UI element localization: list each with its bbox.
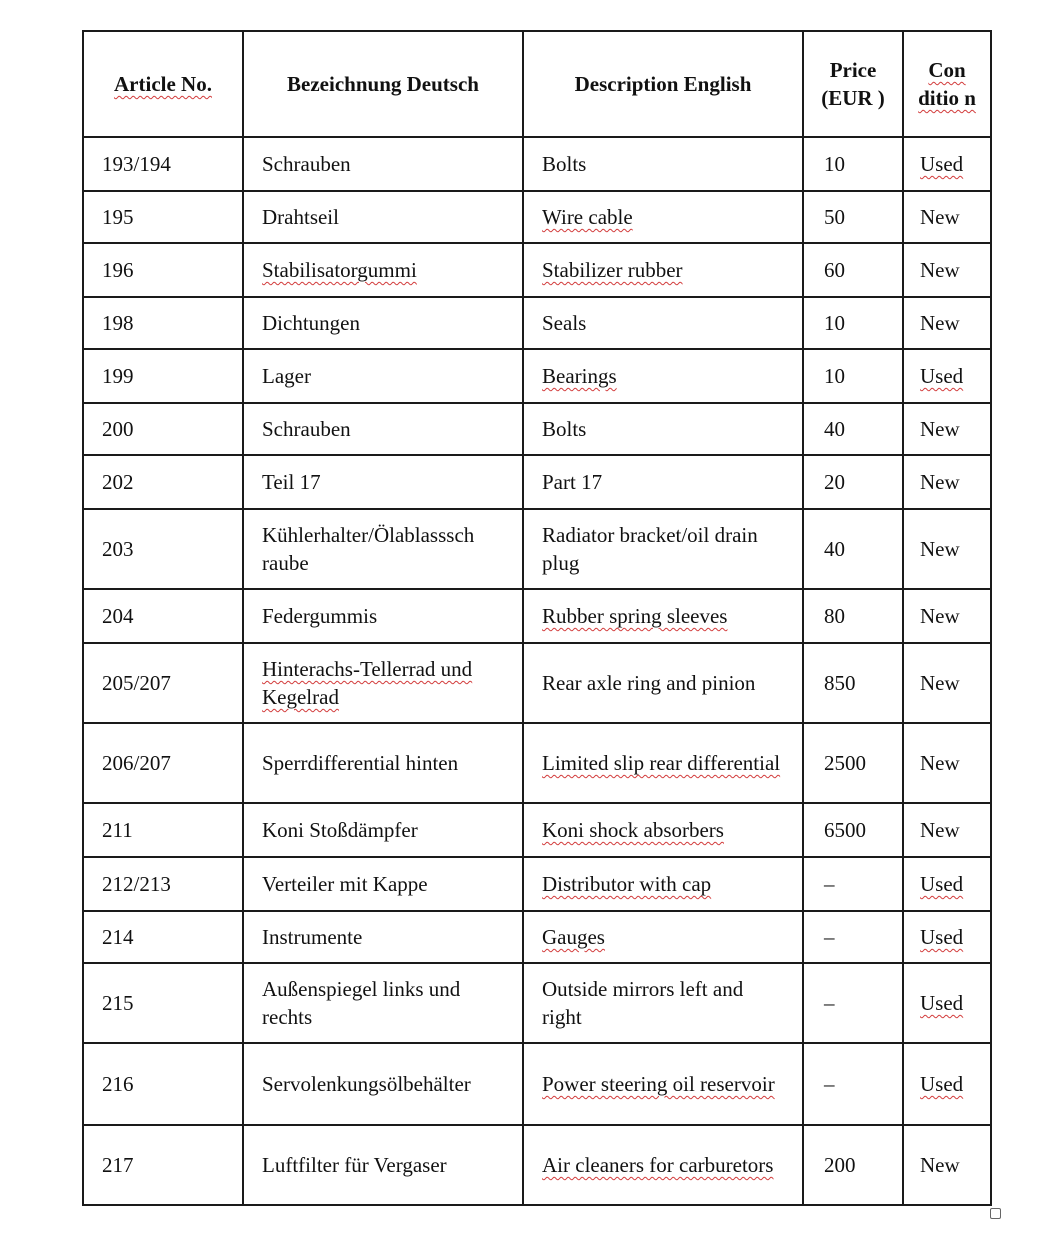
description-cell-text: Koni shock absorbers [542, 818, 724, 842]
price-cell [803, 911, 903, 963]
article-no-cell [83, 963, 243, 1043]
bezeichnung-cell [243, 1125, 523, 1205]
price-cell [803, 643, 903, 723]
description-cell-text: Seals [542, 311, 587, 335]
table-row [83, 723, 991, 803]
price-cell [803, 589, 903, 643]
description-cell [523, 1125, 803, 1205]
price-cell-text: 200 [824, 1153, 856, 1177]
condition-cell [903, 137, 991, 191]
price-cell-text: 40 [824, 417, 845, 441]
article-no-cell-text: 195 [102, 205, 134, 229]
table-row [83, 589, 991, 643]
description-cell [523, 509, 803, 589]
header-description: Description English [523, 31, 803, 137]
bezeichnung-cell [243, 137, 523, 191]
condition-cell-text: New [920, 537, 960, 561]
condition-cell [903, 349, 991, 403]
bezeichnung-cell [243, 403, 523, 455]
article-no-cell [83, 911, 243, 963]
condition-cell [903, 1043, 991, 1125]
table-row [83, 137, 991, 191]
condition-cell-text: Used [920, 1072, 964, 1096]
table-row [83, 455, 991, 509]
article-no-cell-text: 200 [102, 417, 134, 441]
bezeichnung-cell-text: Teil 17 [262, 470, 321, 494]
condition-cell-text: New [920, 417, 960, 441]
condition-cell [903, 297, 991, 349]
bezeichnung-cell [243, 963, 523, 1043]
condition-cell-text: New [920, 604, 960, 628]
price-cell-text: – [824, 872, 835, 896]
price-cell [803, 723, 903, 803]
description-cell [523, 403, 803, 455]
condition-cell-text: Used [920, 925, 964, 949]
condition-cell-text: Used [920, 364, 964, 388]
price-cell-text: – [824, 1072, 835, 1096]
description-cell-text: Radiator bracket/oil drain plug [542, 523, 758, 575]
table-row [83, 643, 991, 723]
bezeichnung-cell-text: Sperrdifferential hinten [262, 751, 459, 775]
description-cell [523, 963, 803, 1043]
description-cell-text: Limited slip rear differential [542, 751, 781, 775]
condition-cell-text: New [920, 205, 960, 229]
bezeichnung-cell [243, 911, 523, 963]
condition-cell [903, 723, 991, 803]
price-cell [803, 803, 903, 857]
description-cell-text: Rear axle ring and pinion [542, 671, 756, 695]
price-cell [803, 137, 903, 191]
bezeichnung-cell-text: Stabilisatorgummi [262, 258, 417, 282]
condition-cell [903, 643, 991, 723]
header-article-no: Article No. [83, 31, 243, 137]
article-no-cell [83, 243, 243, 297]
table-row [83, 911, 991, 963]
price-cell [803, 1043, 903, 1125]
bezeichnung-cell [243, 509, 523, 589]
price-cell-text: 20 [824, 470, 845, 494]
price-cell [803, 403, 903, 455]
description-cell [523, 455, 803, 509]
bezeichnung-cell [243, 349, 523, 403]
article-no-cell [83, 643, 243, 723]
price-cell [803, 1125, 903, 1205]
price-cell [803, 509, 903, 589]
bezeichnung-cell-text: Schrauben [262, 417, 351, 441]
price-cell [803, 297, 903, 349]
price-cell [803, 963, 903, 1043]
description-cell-text: Distributor with cap [542, 872, 712, 896]
description-cell [523, 137, 803, 191]
article-no-cell-text: 217 [102, 1153, 134, 1177]
condition-cell-text: New [920, 671, 960, 695]
table-row [83, 349, 991, 403]
condition-cell [903, 455, 991, 509]
price-cell-text: 850 [824, 671, 856, 695]
condition-cell-text: New [920, 470, 960, 494]
description-cell [523, 297, 803, 349]
table-row [83, 509, 991, 589]
bezeichnung-cell [243, 191, 523, 243]
condition-cell [903, 589, 991, 643]
table-row [83, 803, 991, 857]
article-no-cell [83, 1125, 243, 1205]
bezeichnung-cell-text: Schrauben [262, 152, 351, 176]
bezeichnung-cell [243, 803, 523, 857]
article-no-cell [83, 455, 243, 509]
header-price: Price (EUR ) [803, 31, 903, 137]
article-no-cell-text: 206/207 [102, 751, 171, 775]
price-cell [803, 243, 903, 297]
article-no-cell-text: 215 [102, 991, 134, 1015]
article-no-cell-text: 205/207 [102, 671, 171, 695]
condition-cell [903, 857, 991, 911]
price-cell-text: 60 [824, 258, 845, 282]
header-condition: Con ditio n [903, 31, 991, 137]
description-cell [523, 723, 803, 803]
description-cell [523, 911, 803, 963]
article-no-cell-text: 199 [102, 364, 134, 388]
parts-table [82, 30, 992, 1206]
article-no-cell [83, 803, 243, 857]
article-no-cell-text: 216 [102, 1072, 134, 1096]
condition-cell [903, 191, 991, 243]
resize-handle-icon[interactable] [990, 1208, 1001, 1219]
description-cell-text: Outside mirrors left and right [542, 977, 744, 1029]
price-cell-text: 10 [824, 364, 845, 388]
price-cell-text: 10 [824, 311, 845, 335]
price-cell-text: 80 [824, 604, 845, 628]
description-cell-text: Wire cable [542, 205, 633, 229]
bezeichnung-cell [243, 297, 523, 349]
bezeichnung-cell-text: Federgummis [262, 604, 378, 628]
article-no-cell [83, 509, 243, 589]
description-cell-text: Gauges [542, 925, 605, 949]
header-bezeichnung: Bezeichnung Deutsch [243, 31, 523, 137]
bezeichnung-cell [243, 243, 523, 297]
article-no-cell [83, 403, 243, 455]
description-cell [523, 643, 803, 723]
article-no-cell-text: 204 [102, 604, 134, 628]
bezeichnung-cell-text: Kühlerhalter/Ölablasssch raube [262, 523, 475, 575]
condition-cell [903, 803, 991, 857]
description-cell-text: Stabilizer rubber [542, 258, 683, 282]
condition-cell-text: Used [920, 991, 964, 1015]
bezeichnung-cell-text: Dichtungen [262, 311, 360, 335]
article-no-cell-text: 212/213 [102, 872, 171, 896]
condition-cell-text: Used [920, 872, 964, 896]
article-no-cell-text: 214 [102, 925, 134, 949]
bezeichnung-cell-text: Instrumente [262, 925, 363, 949]
article-no-cell [83, 191, 243, 243]
table-row [83, 857, 991, 911]
description-cell-text: Rubber spring sleeves [542, 604, 728, 628]
article-no-cell [83, 137, 243, 191]
bezeichnung-cell [243, 455, 523, 509]
bezeichnung-cell-text: Koni Stoßdämpfer [262, 818, 418, 842]
description-cell [523, 1043, 803, 1125]
price-cell [803, 191, 903, 243]
description-cell-text: Bolts [542, 417, 587, 441]
condition-cell [903, 243, 991, 297]
price-cell [803, 857, 903, 911]
description-cell [523, 803, 803, 857]
table-row [83, 963, 991, 1043]
condition-cell-text: Used [920, 152, 964, 176]
condition-cell [903, 1125, 991, 1205]
article-no-cell [83, 1043, 243, 1125]
bezeichnung-cell-text: Luftfilter für Vergaser [262, 1153, 447, 1177]
price-cell-text: – [824, 991, 835, 1015]
description-cell [523, 243, 803, 297]
condition-cell-text: New [920, 258, 960, 282]
price-cell [803, 455, 903, 509]
bezeichnung-cell [243, 723, 523, 803]
condition-cell-text: New [920, 311, 960, 335]
article-no-cell-text: 202 [102, 470, 134, 494]
bezeichnung-cell [243, 589, 523, 643]
condition-cell [903, 509, 991, 589]
bezeichnung-cell-text: Außenspiegel links und rechts [262, 977, 461, 1029]
table-header-row [83, 31, 991, 137]
bezeichnung-cell [243, 857, 523, 911]
description-cell-text: Bolts [542, 152, 587, 176]
article-no-cell [83, 297, 243, 349]
article-no-cell-text: 196 [102, 258, 134, 282]
article-no-cell [83, 349, 243, 403]
price-cell-text: 10 [824, 152, 845, 176]
article-no-cell [83, 857, 243, 911]
table-row [83, 1043, 991, 1125]
condition-cell [903, 403, 991, 455]
table-row [83, 1125, 991, 1205]
table-row [83, 191, 991, 243]
article-no-cell-text: 211 [102, 818, 133, 842]
condition-cell [903, 911, 991, 963]
price-cell-text: 6500 [824, 818, 866, 842]
price-cell-text: 50 [824, 205, 845, 229]
bezeichnung-cell-text: Servolenkungsölbehälter [262, 1072, 471, 1096]
article-no-cell-text: 193/194 [102, 152, 171, 176]
description-cell-text: Power steering oil reservoir [542, 1072, 775, 1096]
description-cell-text: Bearings [542, 364, 617, 388]
price-cell-text: 40 [824, 537, 845, 561]
bezeichnung-cell [243, 643, 523, 723]
bezeichnung-cell-text: Hinterachs-Tellerrad und Kegelrad [262, 657, 473, 709]
article-no-cell [83, 723, 243, 803]
description-cell [523, 589, 803, 643]
condition-cell-text: New [920, 1153, 960, 1177]
condition-cell [903, 963, 991, 1043]
price-cell [803, 349, 903, 403]
description-cell [523, 857, 803, 911]
description-cell-text: Part 17 [542, 470, 603, 494]
description-cell [523, 349, 803, 403]
article-no-cell [83, 589, 243, 643]
price-cell-text: 2500 [824, 751, 866, 775]
price-cell-text: – [824, 925, 835, 949]
bezeichnung-cell-text: Lager [262, 364, 311, 388]
table-row [83, 243, 991, 297]
table-row [83, 297, 991, 349]
description-cell-text: Air cleaners for carburetors [542, 1153, 774, 1177]
bezeichnung-cell-text: Verteiler mit Kappe [262, 872, 428, 896]
condition-cell-text: New [920, 751, 960, 775]
article-no-cell-text: 203 [102, 537, 134, 561]
article-no-cell-text: 198 [102, 311, 134, 335]
description-cell [523, 191, 803, 243]
bezeichnung-cell [243, 1043, 523, 1125]
bezeichnung-cell-text: Drahtseil [262, 205, 339, 229]
condition-cell-text: New [920, 818, 960, 842]
table-row [83, 403, 991, 455]
